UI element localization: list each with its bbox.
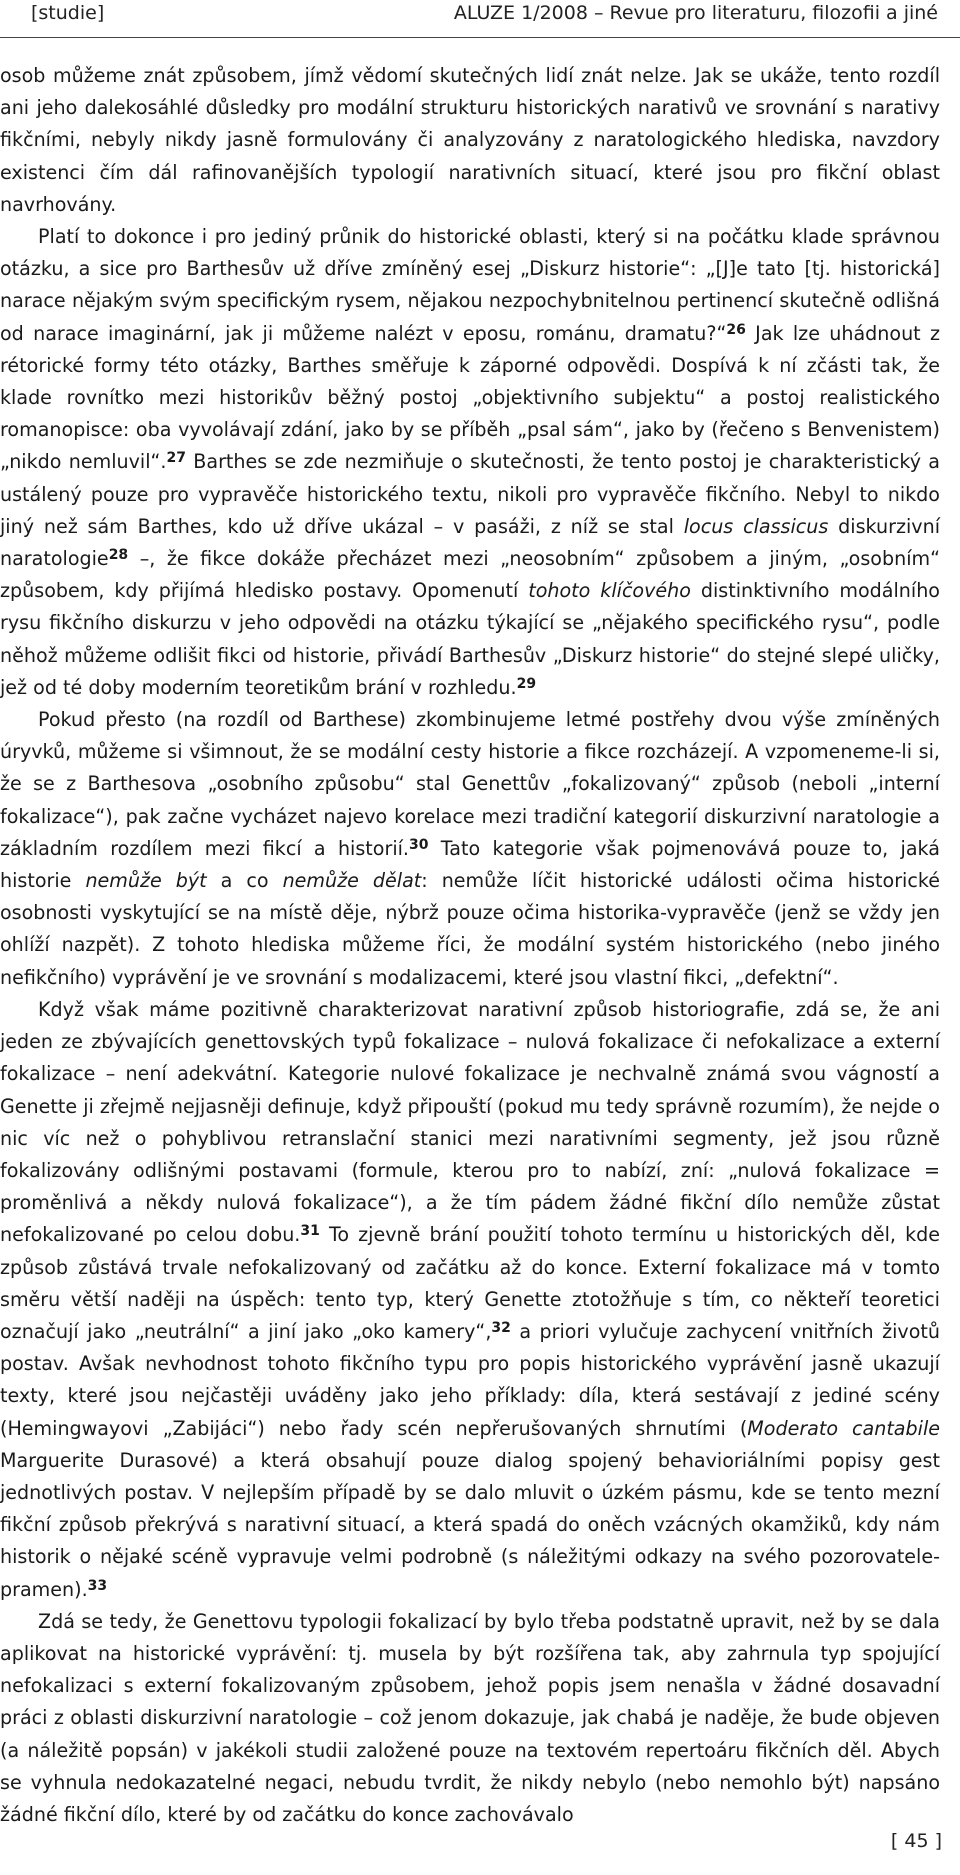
paragraph-4: Když však máme pozitivně charakterizovat narativní způsob historiografie, zdá se, že ani jeden ze zbývajících genettovských typů fokalizace – nulová fokalizace či nefokalizace a externí fokalizace – není adekvátní. Kategorie nulové fokalizace je nechvalně známá svou vágností a Genette ji zřejmě nejjasněji definuje, když připouští (pokud mu tedy správně rozumím), že nejde o nic víc než o pohyblivou retranslační stanici mezi narativními segmenty, jež jsou různě fokalizovány odlišnými postavami (formule, kterou pro to nabízí, zní: „nulová fokalizace = proměnlivá a někdy nulová fokalizace“), a že tím pádem žádné fikční dílo nemůže zůstat nefokalizované po celou dobu.$^{31}$ To zjevně brání použití tohoto termínu u historických děl, kde způsob zůstává trvale nefokalizovaný od začátku až do konce. Externí fokalizace má v tomto směru větší naději na úspěch: tento typ, který Genette ztotožňuje s tím, co někteří teoretici označují jako „neutrální“ a jiní jako „oko kamery“,$^{32}$ a priori vylučuje zachycení vnitřních životů postav. Avšak nevhodnost tohoto fikčního typu pro popis historického vyprávění jasně ukazují texty, které jsou nejčastěji uváděny jako jeho příklady: díla, která sestávají z jediné scény (Hemingwayovi „Zabijáci“) nebo řady scén nepřerušovaných shrnutími (Moderato cantabile Marguerite Durasové) a která obsahují pouze dialog spojený behavioriálními popisy gest jednotlivých postav. V nejlepším případě by se dalo mluvit o úzkém pásmu, kde se tento mezní fikční způsob překrývá s narativní situací, a která spadá do oněch vzácných okamžiků, kdy nám historik o nějaké scéně vypravuje velmi podrobně (s náležitými odkazy na svého pozorovatele-pramen).$^{33}$ bbox=[0, 997, 940, 1601]
journal-title: ALUZE 1/2008 – Revue pro literaturu, filozofii a jiné bbox=[453, 2, 938, 24]
running-header bbox=[0, 0, 960, 44]
paragraph-3: Pokud přesto (na rozdíl od Barthese) zkombinujeme letmé postřehy dvou výše zmíněných úryvků, můžeme si všimnout, že se modální cesty historie a fikce rozcházejí. A vzpomeneme-li si, že se z Barthesova „osobního způsobu“ stal Genettův „fokalizovaný“ způsob (neboli „interní fokalizace“), pak začne vycházet najevo korelace mezi tradiční kategorií diskurzivní naratologie a základním rozdílem mezi fikcí a historií.$^{30}$ Tato kategorie však pojmenovává pouze to, jaká historie nemůže být a co nemůže dělat: nemůže líčit historické události očima historické osobnosti vyskytující se na místě děje, nýbrž pouze očima historika-vypravěče (jenž se vždy jen ohlíží nazpět). Z tohoto hlediska můžeme říci, že modální systém historického (nebo jiného nefikčního) vyprávění je ve srovnání s modalizacemi, které jsou vlastní fikci, „defektní“. bbox=[0, 708, 940, 989]
footnote-ref[interactable]: 32 bbox=[491, 1319, 511, 1336]
footnote-ref[interactable]: 26 bbox=[726, 321, 746, 338]
header-rule bbox=[0, 37, 960, 38]
footnote-ref[interactable]: 33 bbox=[87, 1577, 108, 1594]
footnote-ref[interactable]: 28 bbox=[108, 547, 129, 564]
article-body bbox=[0, 60, 940, 1831]
paragraph-1: osob můžeme znát způsobem, jímž vědomí skutečných lidí znát nelze. Jak se ukáže, tento rozdíl ani jeho dalekosáhlé důsledky pro modální strukturu historických narativů ve srovnání s narativy fikčními, nebyly nikdy jasně formulovány či analyzovány z naratologického hlediska, navzdory existenci čím dál rafinovanějších typologií narativních situací, které jsou pro fikční oblast navrhovány. bbox=[0, 64, 940, 216]
footnote-ref[interactable]: 31 bbox=[300, 1223, 320, 1240]
paragraph-5: Zdá se tedy, že Genettovu typologii fokalizací by bylo třeba podstatně upravit, než by se dala aplikovat na historické vyprávění: tj. musela by být rozšířena tak, aby zahrnula typ spojující nefokalizaci s externí fokalizovaným způsobem, jehož popis jsem nenašla v žádné dosavadní práci z oblasti diskurzivní naratologie – což jenom dokazuje, jak chabá je naděje, že bude objeven (a náležitě popsán) v jakékoli studii založené pouze na textovém repertoáru fikčních děl. Abych se vyhnula nedokazatelné negaci, nebudu tvrdit, že nikdy nebylo (nebo nemohlo být) napsáno žádné fikční dílo, které by od začátku do konce zachovávalo bbox=[0, 1609, 940, 1826]
page-number: [ 45 ] bbox=[890, 1830, 942, 1852]
footnote-ref[interactable]: 27 bbox=[166, 450, 186, 467]
footnote-ref[interactable]: 29 bbox=[516, 675, 537, 692]
footnote-ref[interactable]: 30 bbox=[409, 836, 429, 853]
paragraph-2: Platí to dokonce i pro jediný průnik do historické oblasti, který si na počátku klade správnou otázku, a sice pro Barthesův už dříve zmíněný esej „Diskurz historie“: „[J]e tato [tj. historická] narace nějakým svým specifickým rysem, nějakou nezpochybnitelnou pertinencí skutečně odlišná od narace imaginární, jak ji můžeme nalézt v eposu, románu, dramatu?“$^{26}$ Jak lze uhádnout z rétorické formy této otázky, Barthes směřuje k záporné odpovědi. Dospívá k ní zčásti tak, že klade rovnítko mezi historikův běžný postoj „objektivního subjektu“ a postoj realistického romanopisce: oba vyvolávají zdání, jako by se příběh „psal sám“, jako by (řečeno s Benvenistem) „nikdo nemluvil“.$^{27}$ Barthes se zde nezmiňuje o skutečnosti, že tento postoj je charakteristický a ustálený pouze pro vypravěče historického textu, nikoli pro vypravěče fikčního. Nebyl to nikdo jiný než sám Barthes, kdo už dříve ukázal – v pasáži, z níž se stal locus classicus diskurzivní naratologie$^{28}$ –, že fikce dokáže přecházet mezi „neosobním“ způsobem a jiným, „osobním“ způsobem, kdy přijímá hledisko postavy. Opomenutí tohoto klíčového distinktivního modálního rysu fikčního diskurzu v jeho odpovědi na otázku týkající se „nějakého specifického rysu“, podle něhož můžeme odlišit fikci od historie, přivádí Barthesův „Diskurz historie“ do stejné slepé uličky, jež od té doby moderním teoretikům brání v rozhledu.$^{29}$ bbox=[0, 225, 940, 699]
section-label: [studie] bbox=[31, 2, 105, 24]
